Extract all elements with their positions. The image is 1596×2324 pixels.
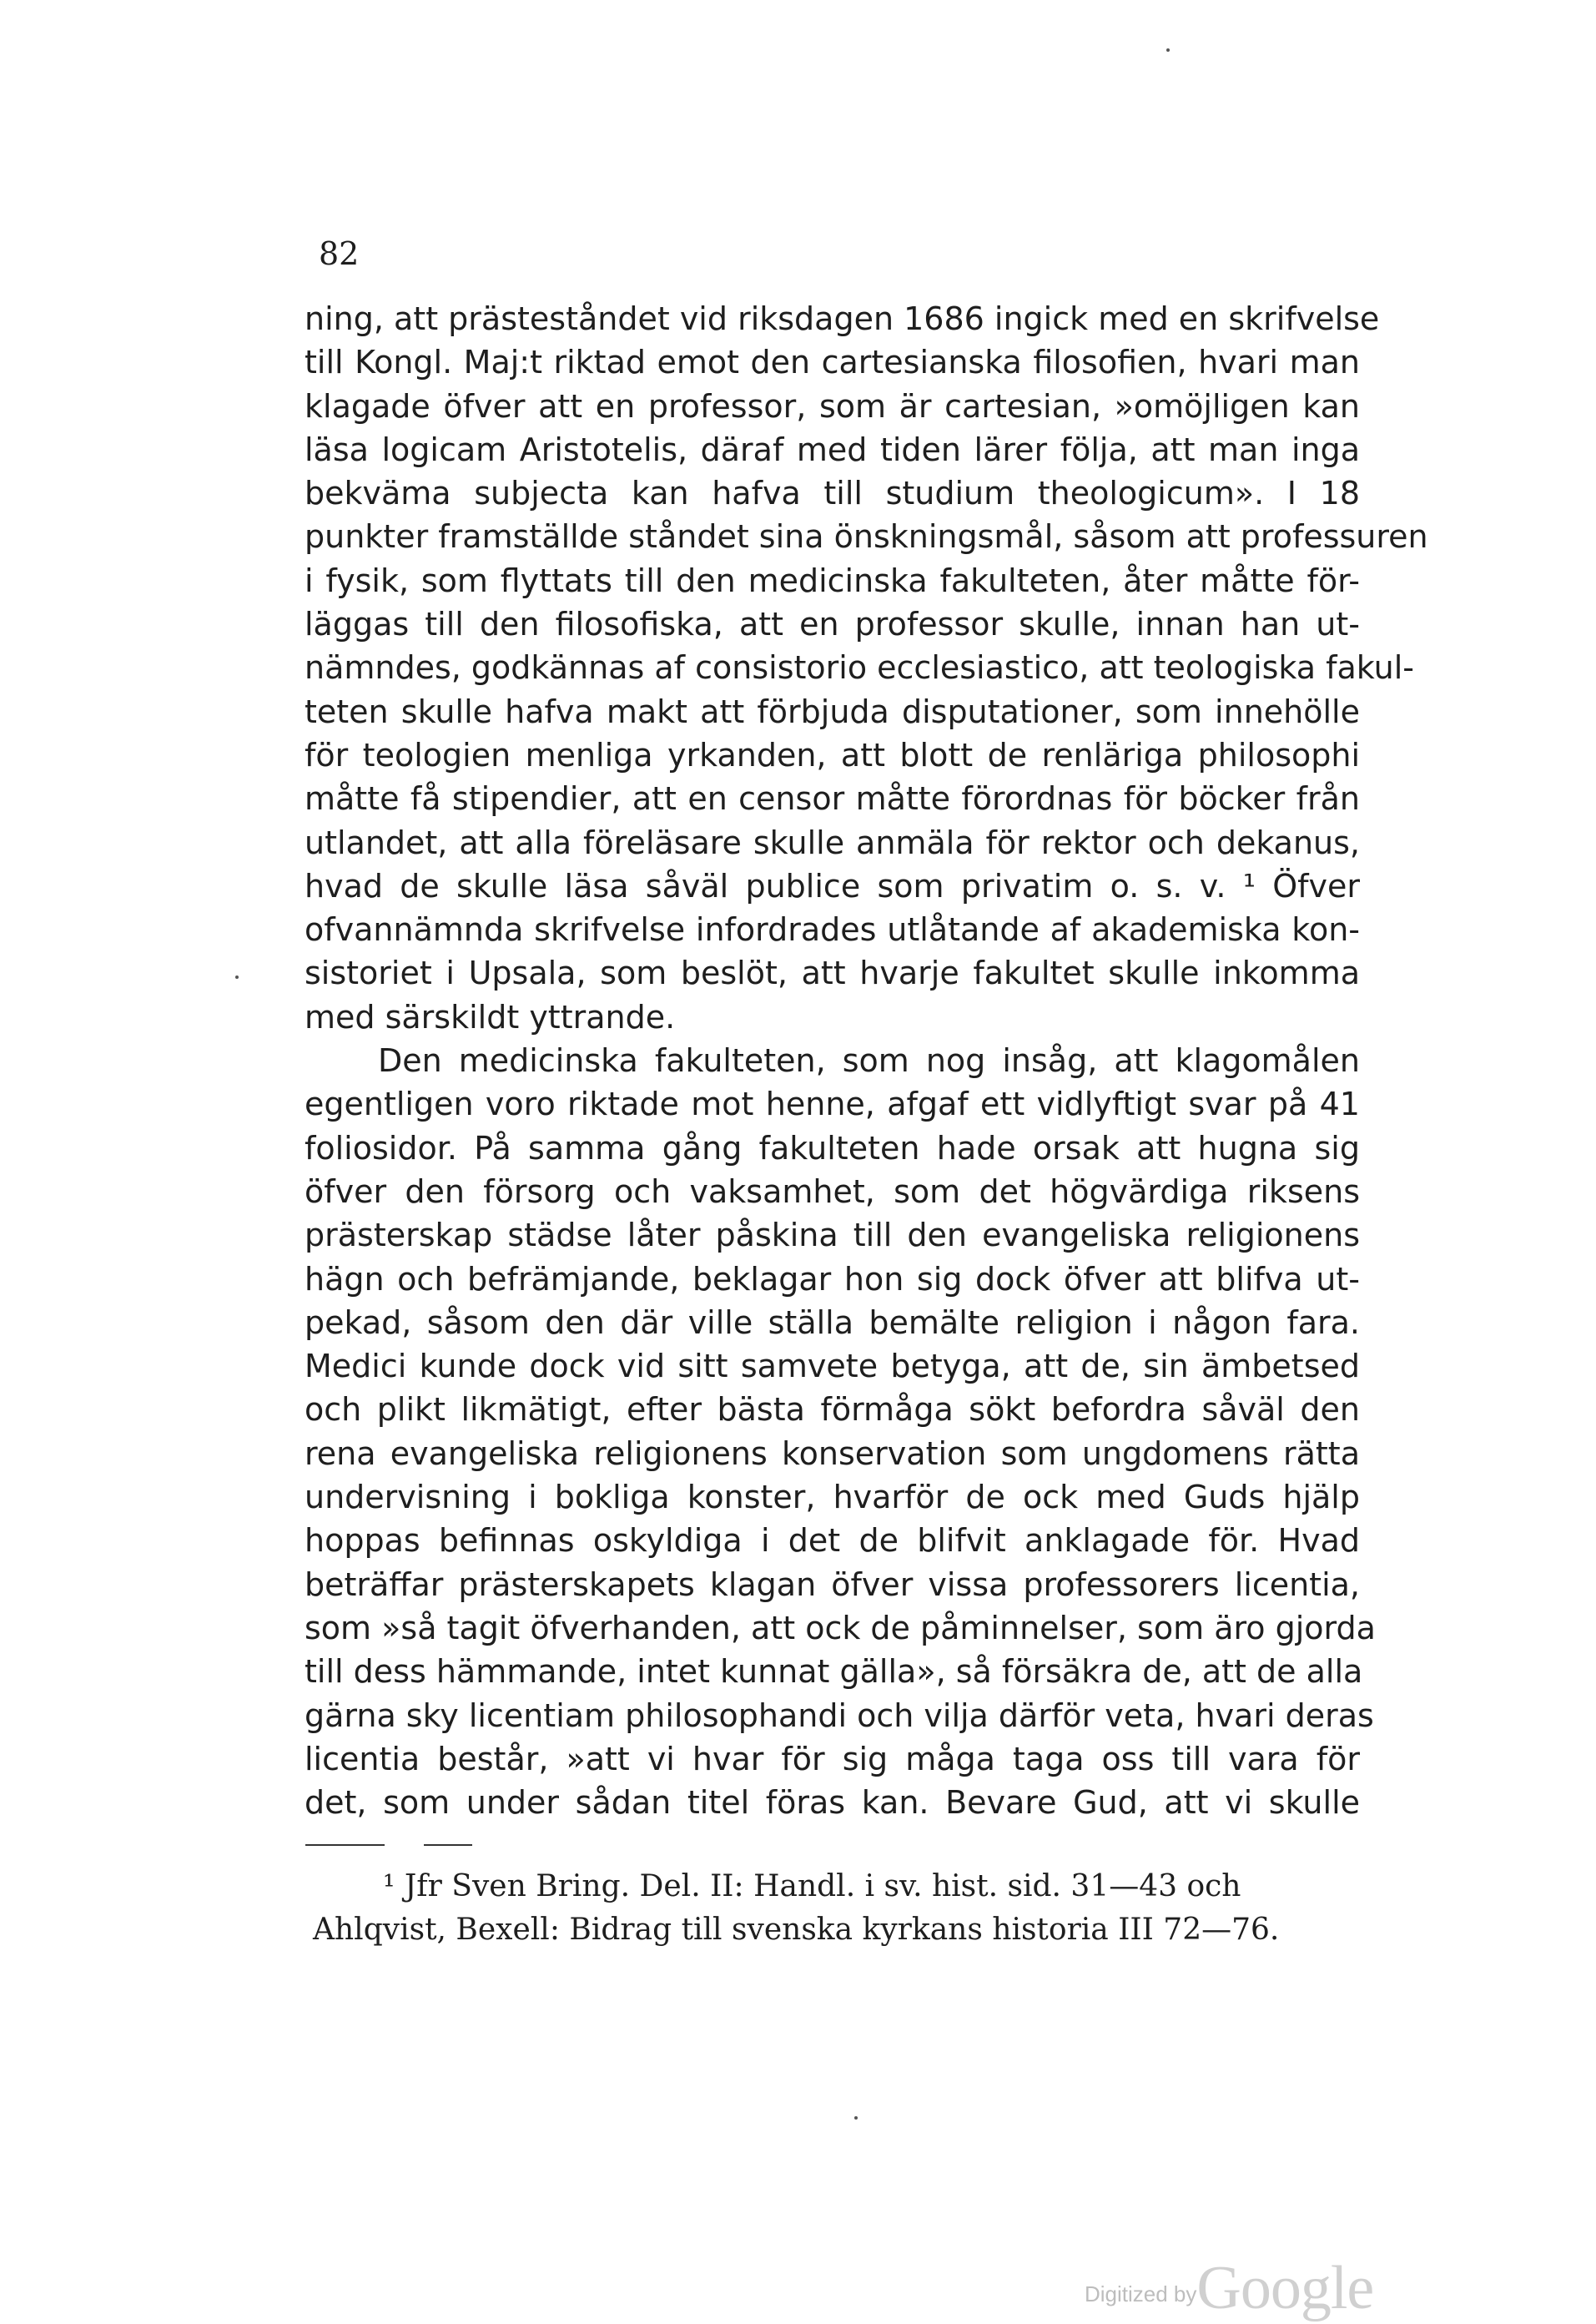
body-line: sistoriet i Upsala, som beslöt, att hvarje fakultet skulle inkomma <box>305 955 1360 992</box>
body-line: läggas till den filosofiska, att en professor skulle, innan han ut- <box>305 606 1360 643</box>
watermark-label: Digitized by <box>1085 2281 1197 2306</box>
body-line: öfver den försorg och vaksamhet, som det högvärdiga riksens <box>305 1172 1360 1210</box>
body-line: till dess hämmande, intet kunnat gälla», så försäkra de, att de alla <box>305 1653 1363 1691</box>
body-line: ning, att prästeståndet vid riksdagen 1686 ingick med en skrifvelse <box>305 300 1380 337</box>
footnote-line: ¹ Jfr Sven Bring. Del. II: Handl. i sv. hist. sid. 31—43 och <box>383 1869 1241 1903</box>
body-line: utlandet, att alla föreläsare skulle anmäla för rektor och dekanus, <box>305 824 1360 861</box>
body-line: hvad de skulle läsa såväl publice som privatim o. s. v. ¹ Öfver <box>305 867 1360 905</box>
footnote-line: Ahlqvist, Bexell: Bidrag till svenska kyrkans historia III 72—76. <box>313 1913 1280 1947</box>
body-line: foliosidor. På samma gång fakulteten hade orsak att hugna sig <box>305 1129 1360 1167</box>
digitized-watermark <box>1085 2253 1373 2324</box>
margin-mark <box>854 2116 858 2120</box>
page-number: 82 <box>319 235 360 272</box>
body-line: licentia består, »att vi hvar för sig måga taga oss till vara för <box>305 1740 1360 1777</box>
body-line: klagade öfver att en professor, som är cartesian, »omöjligen kan <box>305 387 1360 425</box>
body-line: hägn och befrämjande, beklagar hon sig dock öfver att blifva ut- <box>305 1260 1360 1298</box>
body-line: det, som under sådan titel föras kan. Bevare Gud, att vi skulle <box>305 1784 1360 1822</box>
margin-mark <box>1166 48 1170 52</box>
body-line: nämndes, godkännas af consistorio ecclesiastico, att teologiska fakul- <box>305 649 1414 687</box>
body-line: prästerskap städse låter påskina till den evangeliska religionens <box>305 1217 1360 1254</box>
body-line: Den medicinska fakulteten, som nog insåg, att klagomålen <box>378 1042 1360 1080</box>
body-line: hoppas befinnas oskyldiga i det de blifvit anklagade för. Hvad <box>305 1522 1360 1560</box>
body-line: rena evangeliska religionens konservation som ungdomens rätta <box>305 1434 1360 1472</box>
body-line: gärna sky licentiam philosophandi och vilja därför veta, hvari deras <box>305 1696 1374 1734</box>
body-line: som »så tagit öfverhanden, att ock de påminnelser, som äro gjorda <box>305 1609 1376 1646</box>
body-line: och plikt likmätigt, efter bästa förmåga sökt befordra såväl den <box>305 1391 1360 1429</box>
body-line: teten skulle hafva makt att förbjuda disputationer, som innehölle <box>305 693 1360 730</box>
body-line: Medici kunde dock vid sitt samvete betyga, att de, sin ämbetsed <box>305 1348 1360 1385</box>
body-line: punkter framställde ståndet sina önskningsmål, såsom att professuren <box>305 518 1428 556</box>
body-line: läsa logicam Aristotelis, däraf med tiden lärer följa, att man inga <box>305 431 1360 468</box>
footnotes <box>313 1865 1360 1952</box>
body-line: egentligen voro riktade mot henne, afgaf ett vidlyftigt svar på 41 <box>305 1086 1360 1123</box>
body-line: beträffar prästerskapets klagan öfver vissa professorers licentia, <box>305 1565 1360 1603</box>
body-line: bekväma subjecta kan hafva till studium theologicum». I 18 <box>305 475 1360 512</box>
margin-mark <box>235 975 239 979</box>
body-line: till Kongl. Maj:t riktad emot den cartesianska filosofien, hvari man <box>305 344 1360 381</box>
body-line: med särskildt yttrande. <box>305 998 676 1036</box>
body-line: undervisning i bokliga konster, hvarför de ock med Guds hjälp <box>305 1479 1360 1516</box>
body-line: i fysik, som flyttats till den medicinska fakulteten, åter måtte för- <box>305 562 1360 599</box>
google-logo: Google <box>1196 2254 1374 2322</box>
body-line: pekad, såsom den där ville ställa bemälte religion i någon fara. <box>305 1303 1360 1341</box>
body-text <box>305 297 1428 1824</box>
body-line: ofvannämnda skrifvelse infordrades utlåtande af akademiska kon- <box>305 911 1360 949</box>
footnote-rule <box>305 1844 472 1846</box>
body-line: måtte få stipendier, att en censor måtte förordnas för böcker från <box>305 780 1360 818</box>
body-line: för teologien menliga yrkanden, att blott de renläriga philosophi <box>305 736 1360 774</box>
